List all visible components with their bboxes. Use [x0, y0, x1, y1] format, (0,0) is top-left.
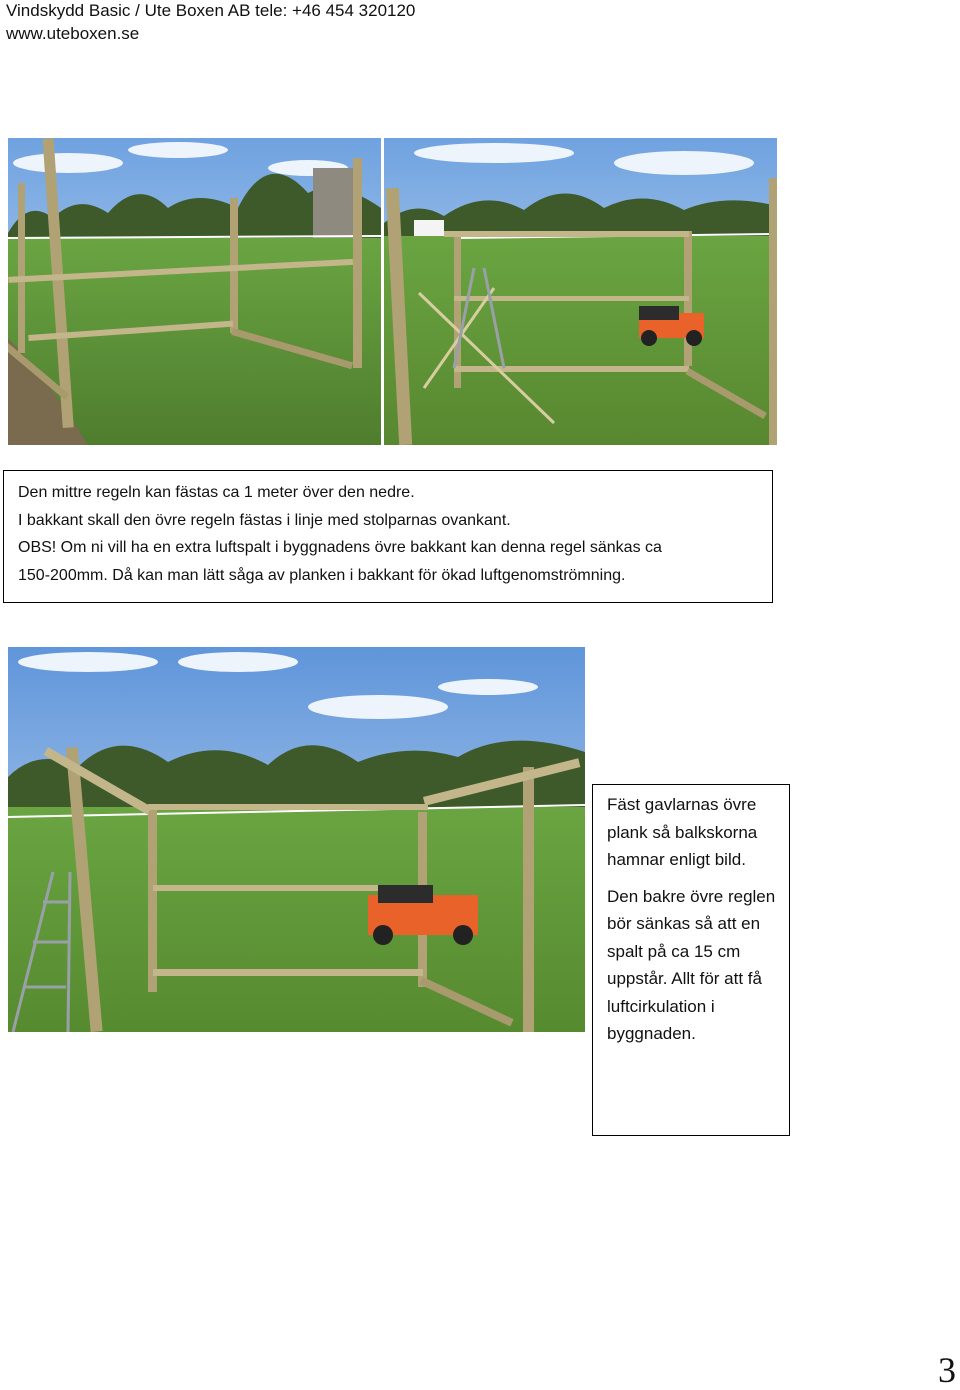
photo-frame-construction-right — [384, 138, 777, 445]
note-line-4: 150-200mm. Då kan man lätt såga av planken i bakkant för ökad luftgenomströmning. — [18, 566, 626, 584]
header-website: www.uteboxen.se — [6, 24, 140, 43]
page-number: 3 — [938, 1350, 956, 1390]
note-line-2: I bakkant skall den övre regeln fästas i linje med stolparnas ovankant. — [18, 511, 511, 529]
side-paragraph-2: Den bakre övre reglen bör sänkas så att en spalt på ca 15 cm uppstår. Allt för att få luftcirkulation i byggnaden. — [607, 886, 776, 1043]
side-paragraph-1: Fäst gavlarnas övre plank så balkskorna hamnar enligt bild. — [607, 795, 758, 869]
photo-frame-construction-left — [8, 138, 381, 445]
header-company-line: Vindskydd Basic / Ute Boxen AB tele: +46 454 320120 — [6, 1, 416, 20]
note-line-1: Den mittre regeln kan fästas ca 1 meter över den nedre. — [18, 484, 415, 501]
instruction-note-box — [3, 470, 773, 603]
side-instruction-box — [592, 784, 790, 1136]
photo-gable-planks — [8, 647, 585, 1032]
note-line-3: OBS! Om ni vill ha en extra luftspalt i byggnadens övre bakkant kan denna regel sänkas ca — [18, 539, 662, 556]
